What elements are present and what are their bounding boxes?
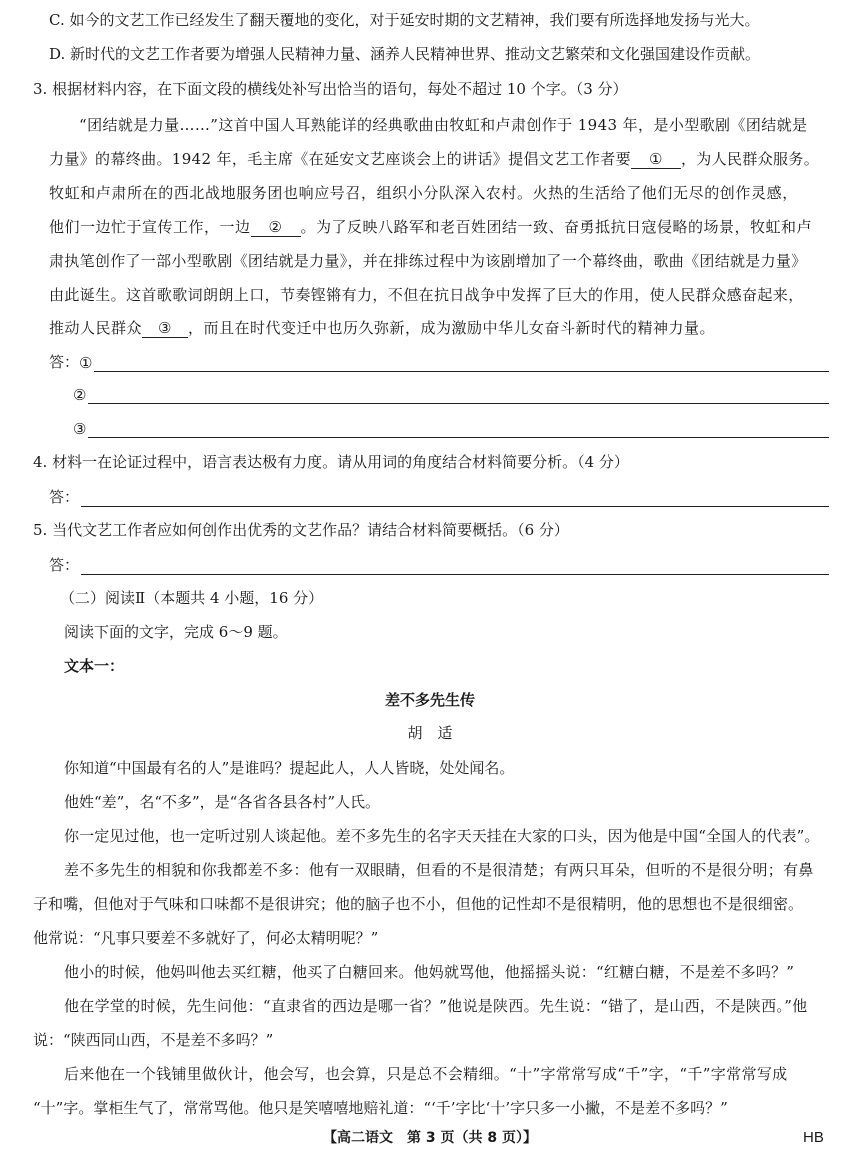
blank-1-marker: ①	[649, 150, 663, 168]
option-c: C. 如今的文艺工作已经发生了翻天覆地的变化，对于延安时期的文艺精神，我们要有所选择地发扬与光大。	[49, 11, 760, 29]
blank-2-marker: ②	[268, 218, 283, 236]
answer-line[interactable]	[94, 353, 829, 372]
answer-mark-2: ②	[73, 386, 87, 404]
article-line-6: 他常说：“凡事只要差不多就好了，何必太精明呢？”	[33, 929, 379, 947]
article-author: 胡 适	[407, 724, 453, 742]
q3-blank-2[interactable]	[251, 218, 301, 237]
q3-paragraph-line-3: 牧虹和卢肃所在的西北战地服务团也响应号召，组织小分队深入农村。火热的生活给了他们无尽的创作灵感，	[49, 184, 798, 202]
question-3-stem: 3. 根据材料内容，在下面文段的横线处补写出恰当的语句，每处不超过 10 个字。（3 分）	[33, 80, 628, 98]
answer-line[interactable]	[81, 556, 829, 575]
q3-answer-row-2[interactable]	[73, 385, 829, 404]
q3-line-7-text-a: 推动人民群众	[49, 319, 143, 337]
q3-paragraph-line-5: 肃执笔创作了一部小型歌剧《团结就是力量》，并在排练过程中为该剧增加了一个幕终曲，歌曲《团结就是力量》	[49, 252, 807, 270]
q3-line-4-text-a: 他们一边忙于宣传工作，一边	[49, 218, 251, 236]
answer-label: 答：	[49, 488, 80, 506]
question-5-stem: 5. 当代文艺工作者应如何创作出优秀的文艺作品？请结合材料简要概括。（6 分）	[33, 521, 569, 539]
q3-blank-3[interactable]	[142, 319, 188, 338]
article-line-5: 子和嘴，但他对于气味和口味都不是很讲究；他的脑子也不小，但他的记性却不是很精明，他的思想也不是很细密。	[33, 895, 804, 913]
q3-paragraph-line-1: “团结就是力量……”这首中国人耳熟能详的经典歌曲由牧虹和卢肃创作于 1943 年，是小型歌剧《团结就是	[79, 116, 808, 134]
paper-code: HB	[803, 1129, 824, 1146]
q3-line-4-text-b: 。为了反映八路军和老百姓团结一致、奋勇抵抗日寇侵略的场景，牧虹和卢	[300, 218, 813, 236]
answer-label: 答：	[49, 556, 80, 574]
q5-answer-row[interactable]	[49, 554, 829, 575]
q3-paragraph-line-4	[49, 217, 829, 237]
q3-line-2-text-b: ，为人民群众服务。	[680, 150, 820, 168]
article-title: 差不多先生传	[384, 691, 475, 709]
section-instruction: 阅读下面的文字，完成 6～9 题。	[64, 623, 288, 641]
q3-paragraph-line-6: 由此诞生。这首歌歌词朗朗上口，节奏铿锵有力，不但在抗日战争中发挥了巨大的作用，使人民群众感奋起来，	[49, 286, 804, 304]
article-line-8: 他在学堂的时候，先生问他：“直隶省的西边是哪一省？”他说是陕西。先生说：“错了，是山西，不是陕西。”他	[64, 997, 808, 1015]
answer-mark-1: ①	[79, 354, 93, 372]
question-4-stem: 4. 材料一在论证过程中，语言表达极有力度。请从用词的角度结合材料简要分析。（4 分）	[33, 453, 629, 471]
section-heading: （二）阅读Ⅱ（本题共 4 小题，16 分）	[60, 589, 324, 607]
answer-mark-3: ③	[73, 420, 87, 438]
article-line-11: “十”字。掌柜生气了，常常骂他。他只是笑嘻嘻地赔礼道：“‘千’字比‘十’字只多一小撇，不是差不多吗？”	[33, 1099, 728, 1117]
answer-line[interactable]	[88, 385, 829, 404]
q3-paragraph-line-2	[49, 149, 829, 169]
article-line-3: 你一定见过他，也一定听过别人谈起他。差不多先生的名字天天挂在大家的口头，因为他是中国“全国人的代表”。	[64, 827, 820, 845]
q3-line-2-text-a: 力量》的幕终曲。1942 年，毛主席《在延安文艺座谈会上的讲话》提倡文艺工作者要	[49, 150, 631, 168]
article-line-4: 差不多先生的相貌和你我都差不多：他有一双眼睛，但看的不是很清楚；有两只耳朵，但听的不是很分明；有鼻	[64, 861, 814, 879]
article-line-10: 后来他在一个钱铺里做伙计，他会写，也会算，只是总不会精细。“十”字常常写成“千”字，“千”字常常写成	[64, 1065, 788, 1083]
q3-answer-row-3[interactable]	[73, 419, 829, 438]
answer-line[interactable]	[81, 488, 829, 507]
article-line-2: 他姓“差”，名“不多”，是“各省各县各村”人氏。	[64, 793, 381, 811]
article-line-1: 你知道“中国最有名的人”是谁吗？提起此人，人人皆晓，处处闻名。	[64, 759, 515, 777]
q3-paragraph-line-7	[49, 318, 749, 338]
article-line-9: 说：“陕西同山西，不是差不多吗？”	[33, 1031, 274, 1049]
q3-answer-row-1[interactable]	[49, 351, 829, 372]
article-line-7: 他小的时候，他妈叫他去买红糖，他买了白糖回来。他妈就骂他，他摇摇头说：“红糖白糖，不是差不多吗？”	[64, 963, 795, 981]
answer-label: 答：	[49, 353, 80, 371]
blank-3-marker: ③	[158, 319, 172, 337]
q3-line-7-text-b: ，而且在时代变迁中也历久弥新，成为激励中华儿女奋斗新时代的精神力量。	[188, 319, 716, 337]
q4-answer-row[interactable]	[49, 486, 829, 507]
q3-blank-1[interactable]	[631, 150, 681, 169]
page-info: 【高二语文 第 3 页（共 8 页）】	[323, 1130, 537, 1146]
option-d: D. 新时代的文艺工作者要为增强人民精神力量、涵养人民精神世界、推动文艺繁荣和文化强国建设作贡献。	[49, 45, 761, 63]
text-one-label: 文本一：	[64, 657, 125, 675]
answer-line[interactable]	[88, 419, 829, 438]
